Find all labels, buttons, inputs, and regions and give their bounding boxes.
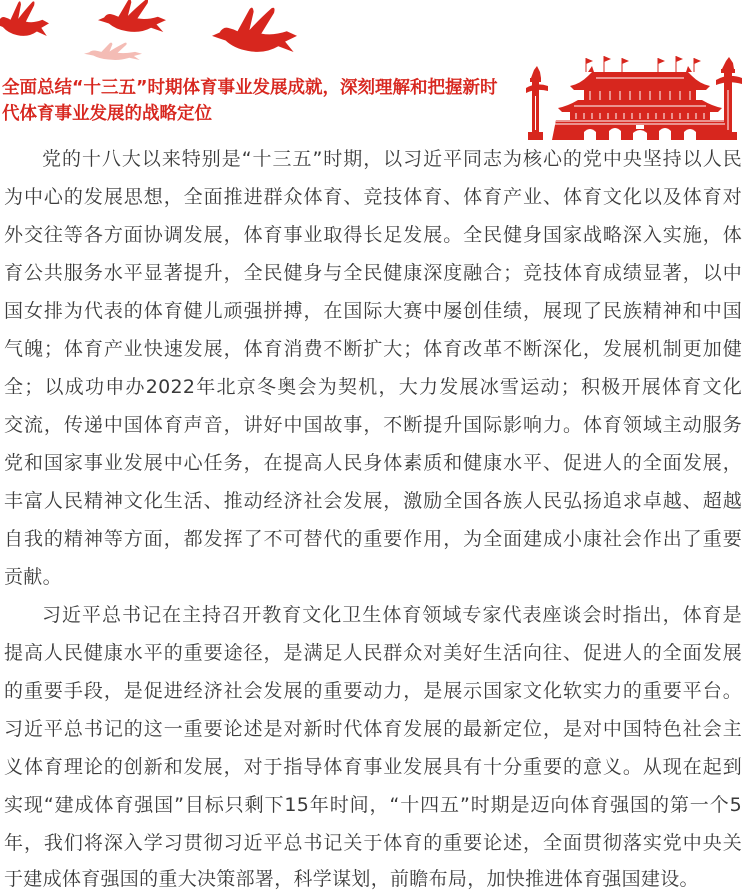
paragraph-line: 义体育理论的创新和发展，对于指导体育事业发展具有十分重要的意义。从现在起到 (4, 756, 742, 778)
paragraph-line: 自我的精神等方面，都发挥了不可替代的重要作用，为全面建成小康社会作出了重要 (4, 528, 742, 550)
paragraph-line: 党的十八大以来特别是“十三五”时期，以习近平同志为核心的党中央坚持以人民 (42, 148, 742, 170)
paragraph-line: 于建成体育强国的重大决策部署，科学谋划，前瞻布局，加快推进体育强国建设。 (4, 868, 699, 890)
dove-icon (98, 0, 166, 32)
paragraph-line: 习近平总书记的这一重要论述是对新时代体育发展的最新定位，是对中国特色社会主 (4, 718, 742, 740)
paragraph-line: 年，我们将深入学习贯彻习近平总书记关于体育的重要论述，全面贯彻落实党中央关 (4, 832, 742, 854)
paragraph-line: 党和国家事业发展中心任务，在提高人民身体素质和健康水平、促进人的全面发展， (4, 452, 742, 474)
paragraph-line: 育公共服务水平显著提升，全民健身与全民健康深度融合；竞技体育成绩显著，以中 (4, 262, 742, 284)
paragraph-line: 国女排为代表的体育健儿顽强拼搏，在国际大赛中屡创佳绩，展现了民族精神和中国 (4, 300, 742, 322)
paragraph-line: 外交往等各方面协调发展，体育事业取得长足发展。全民健身国家战略深入实施，体 (4, 224, 742, 246)
paragraph (4, 596, 742, 896)
paragraph-line: 全；以成功申办2022年北京冬奥会为契机，大力发展冰雪运动；积极开展体育文化 (4, 376, 742, 398)
article-body (4, 140, 742, 896)
paragraph-line: 气魄；体育产业快速发展，体育消费不断扩大；体育改革不断深化，发展机制更加健 (4, 338, 742, 360)
paragraph-line: 交流，传递中国体育声音，讲好中国故事，不断提升国际影响力。体育领域主动服务 (4, 414, 742, 436)
paragraph-line: 贡献。 (4, 566, 62, 588)
title-line: 代体育事业发展的战略定位 (2, 104, 212, 124)
paragraph-line: 习近平总书记在主持召开教育文化卫生体育领域专家代表座谈会时指出，体育是 (42, 604, 742, 626)
paragraph-line: 提高人民健康水平的重要途径，是满足人民群众对美好生活向往、促进人的全面发展 (4, 642, 742, 664)
paragraph-line: 实现“建成体育强国”目标只剩下15年时间，“十四五”时期是迈向体育强国的第一个5 (4, 794, 742, 816)
header (0, 0, 746, 140)
dove-icon (84, 43, 142, 60)
paragraph (4, 140, 742, 596)
dove-icon (212, 8, 297, 52)
huabiao-column-icon (526, 66, 548, 140)
paragraph-line: 为中心的发展思想，全面推进群众体育、竞技体育、体育产业、体育文化以及体育对 (4, 186, 742, 208)
tiananmen-gate-icon (552, 56, 728, 140)
article-title (2, 75, 517, 127)
paragraph-line: 丰富人民精神文化生活、推动经济社会发展，激励全国各族人民弘扬追求卓越、超越 (4, 490, 742, 512)
title-line: 全面总结“十三五”时期体育事业发展成就，深刻理解和把握新时 (2, 78, 498, 98)
dove-icon (0, 1, 49, 36)
paragraph-line: 的重要手段，是促进经济社会发展的重要动力，是展示国家文化软实力的重要平台。 (4, 680, 742, 702)
